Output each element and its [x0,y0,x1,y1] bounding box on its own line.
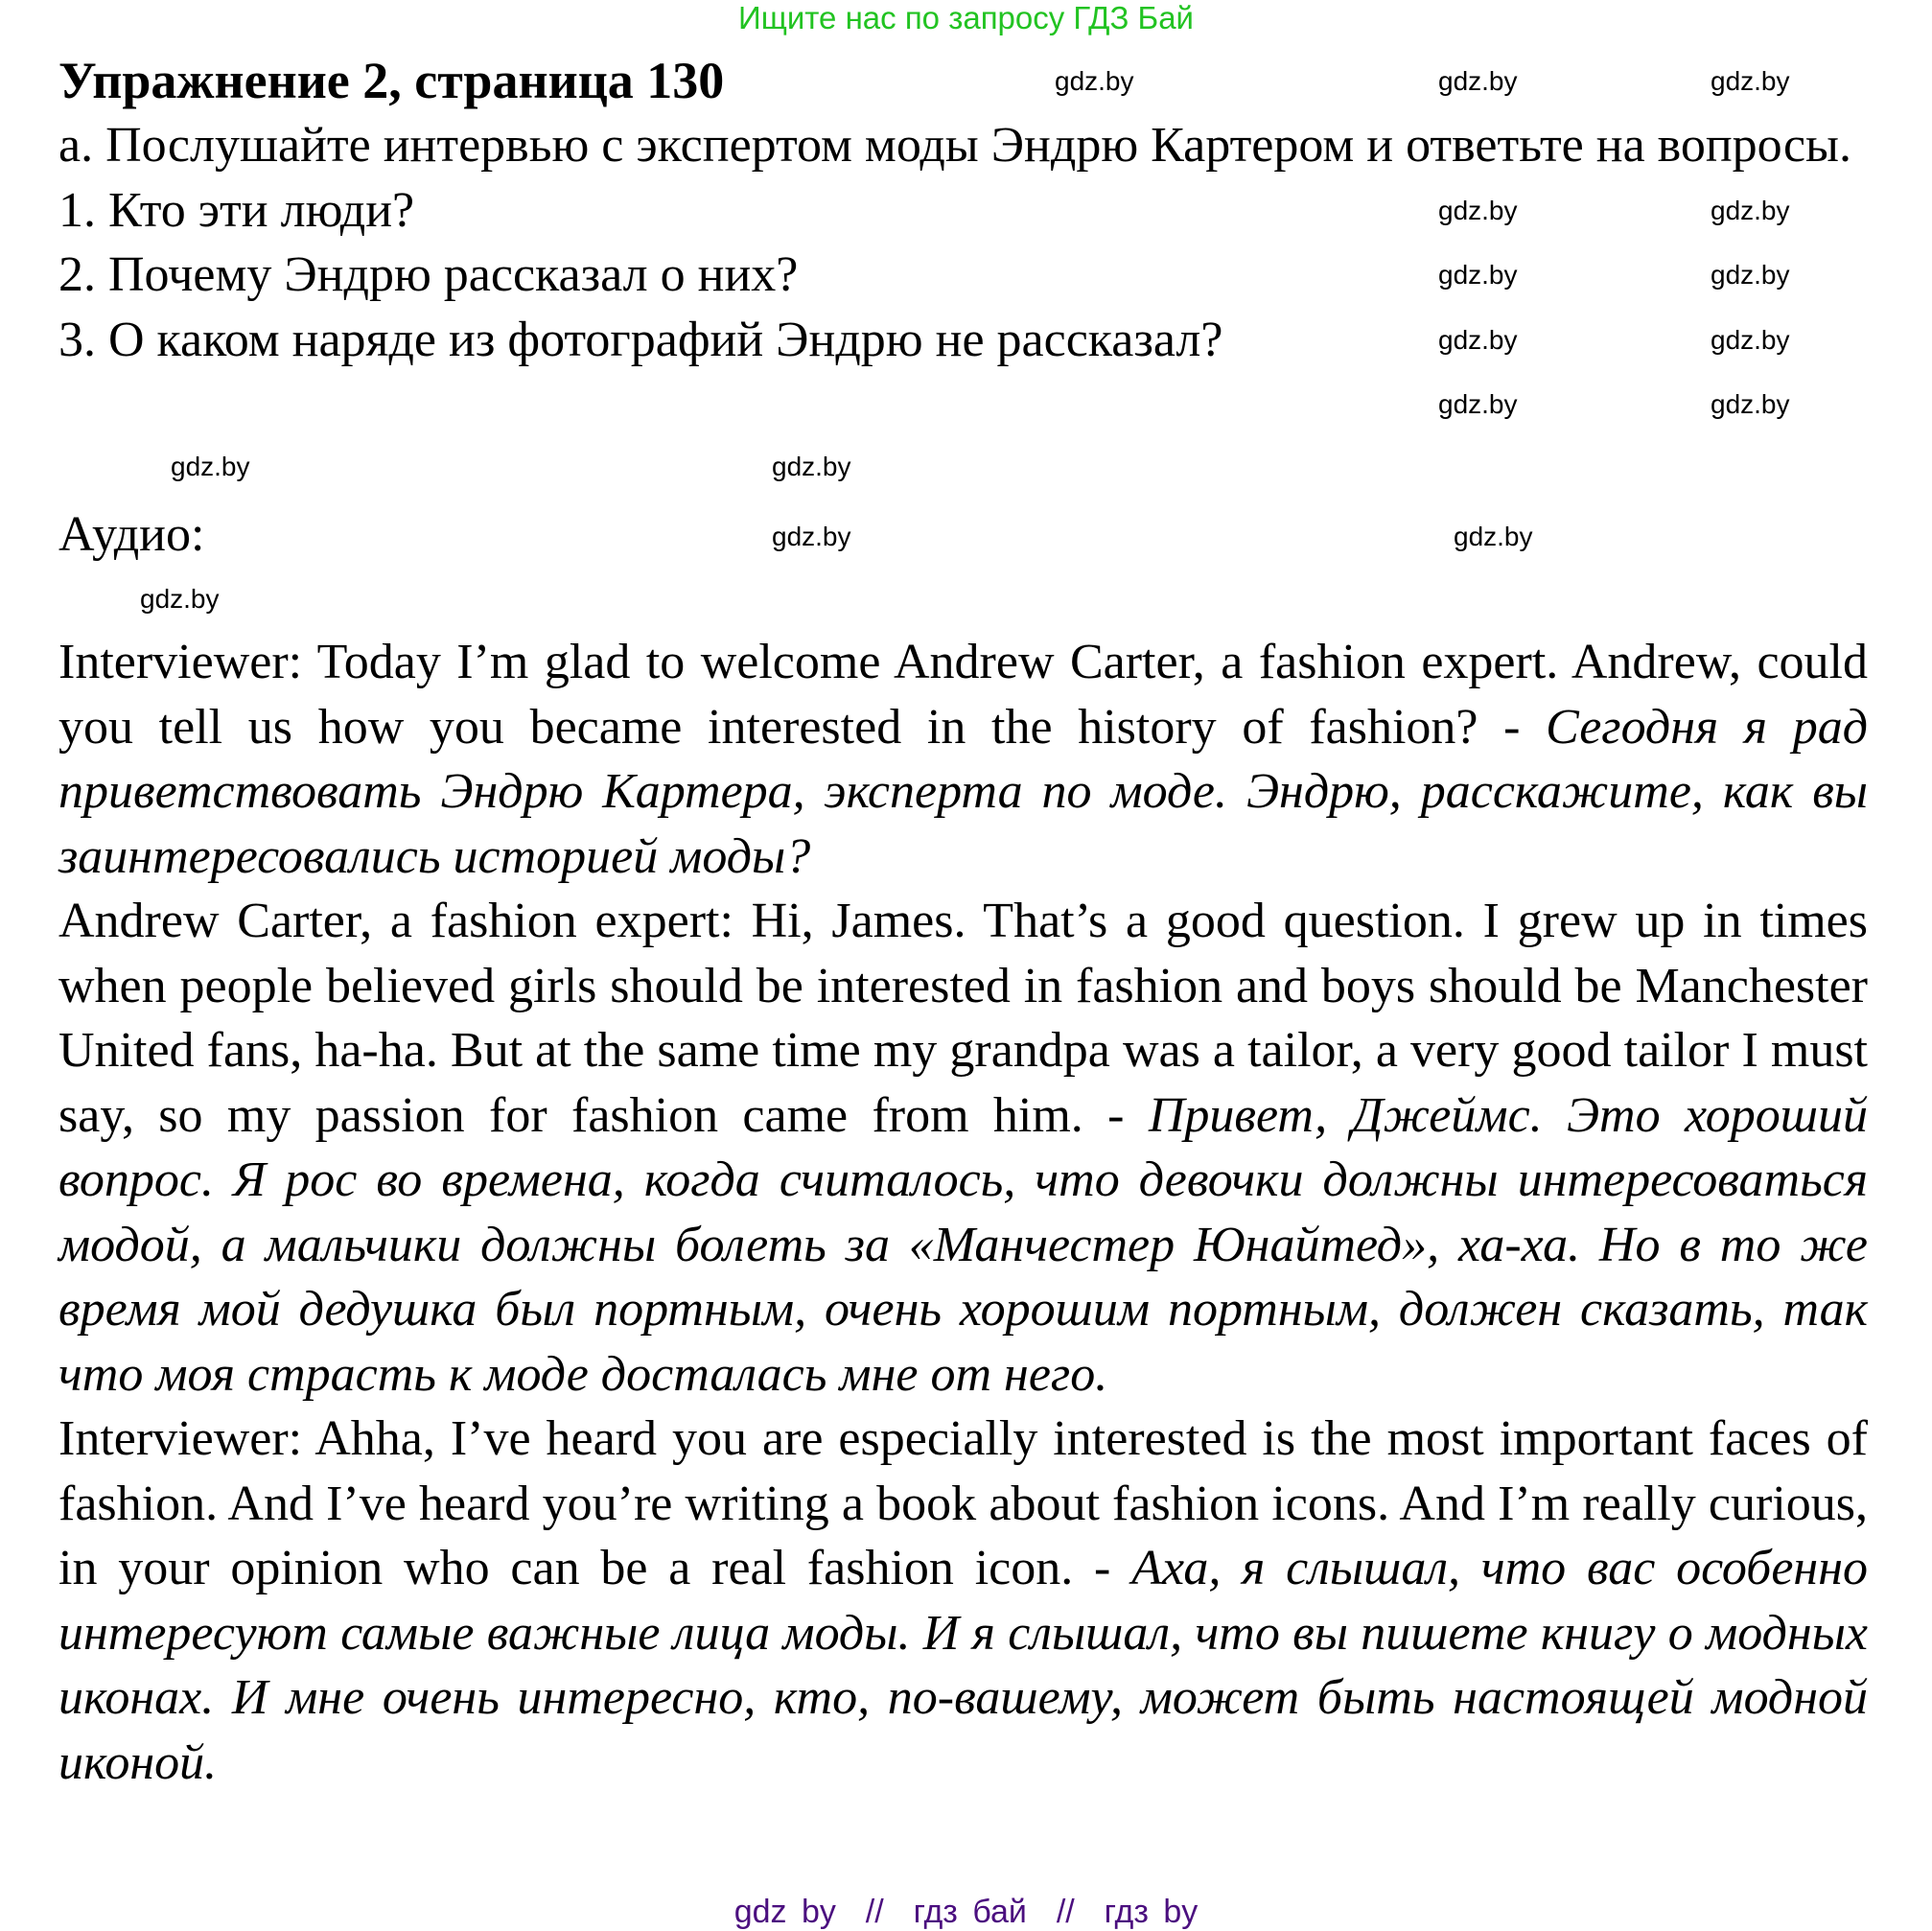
english-text: Interviewer: Ahha, I’ve heard you are especially interested is the most important faces of fashion. And I’ve heard you’re writing a book about fashion icons. And I’m really curious, in your opinion who can be a real fashion icon. - [58,1411,1868,1595]
search-hint-banner: Ищите нас по запросу ГДЗ Бай [738,0,1194,35]
watermark: gdz.by [140,584,220,614]
task-block [58,113,1868,372]
watermark: gdz.by [1438,260,1518,290]
watermark: gdz.by [1711,196,1790,225]
audio-label: Аудио: [58,507,205,562]
dialogue-line [58,889,1868,1407]
watermark: gdz.by [1711,389,1790,419]
watermark: gdz.by [1711,325,1790,355]
footer-links: gdz by // гдз бай // гдз by [733,1894,1199,1930]
english-text: Interviewer: Today I’m glad to welcome Andrew Carter, a fashion expert. Andrew, could you tell us how you became interested in the history of fashion? - [58,635,1868,755]
watermark: gdz.by [1438,66,1518,96]
watermark: gdz.by [1438,325,1518,355]
dialogue-line [58,1407,1868,1795]
english-text: Andrew Carter, a fashion expert: Hi, James. That’s a good question. I grew up in times when people believed girls should be interested in fashion and boys should be Manchester United fans, ha-ha. But at the same time my grandpa was a tailor, a very good tailor I must say, so my passion for fashion came from him. - [58,894,1868,1143]
watermark: gdz.by [772,452,851,481]
russian-translation: Сегодня я рад приветствовать Эндрю Картера, эксперта по моде. Эндрю, расскажите, как вы заинтересовались историей моды? [58,699,1869,884]
watermark: gdz.by [1711,66,1790,96]
russian-translation: Аха, я слышал, что вас особенно интересуют самые важные лица моды. И я слышал, что вы пишете книгу о модных иконах. И мне очень интересно, кто, по-вашему, может быть настоящей модной иконой. [58,1541,1868,1790]
question-3: 3. О каком наряде из фотографий Эндрю не рассказал? [58,312,1223,367]
question-2: 2. Почему Эндрю рассказал о них? [58,247,799,302]
watermark: gdz.by [171,452,250,481]
question-1: 1. Кто эти люди? [58,182,415,238]
watermark: gdz.by [1055,66,1134,96]
page-title: Упражнение 2, страница 130 [58,52,725,109]
dialogue-line [58,630,1868,889]
watermark: gdz.by [1438,196,1518,225]
watermark: gdz.by [772,522,851,551]
dialogue [58,630,1868,1795]
watermark: gdz.by [1438,389,1518,419]
task-instruction: а. Послушайте интервью с экспертом моды Эндрю Картером и ответьте на вопросы. [58,118,1851,173]
russian-translation: Привет, Джеймс. Это хороший вопрос. Я рос во времена, когда считалось, что девочки должны интересоваться модой, а мальчики должны болеть за «Манчестер Юнайтед», ха-ха. Но в то же время мой дедушка был портным, очень хорошим портным, должен сказать, так что моя страсть к моде досталась мне от него. [58,1087,1868,1402]
watermark: gdz.by [1454,522,1533,551]
watermark: gdz.by [1711,260,1790,290]
